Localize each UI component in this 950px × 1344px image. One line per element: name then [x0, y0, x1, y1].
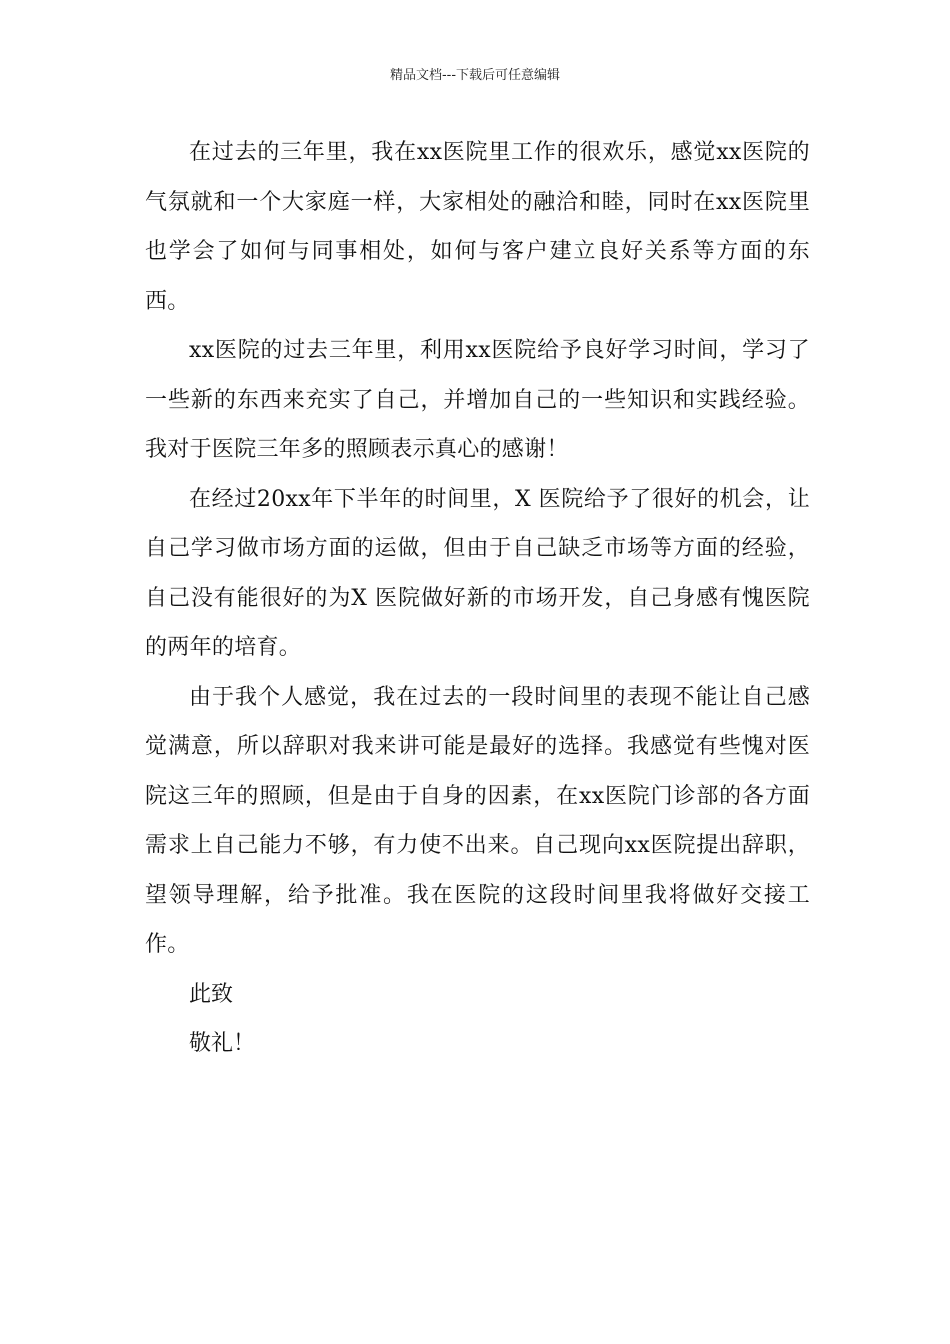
paragraph-2: xx医院的过去三年里，利用xx医院给予良好学习时间，学习了一些新的东西来充实了自己，并增加自己的一些知识和实践经验。我对于医院三年多的照顾表示真心的感谢！ [145, 338, 810, 462]
closing-salutation: 此致 [189, 981, 234, 1007]
paragraph-4: 由于我个人感觉，我在过去的一段时间里的表现不能让自己感觉满意，所以辞职对我来讲可能是最好的选择。我感觉有些愧对医院这三年的照顾，但是由于自身的因素，在xx医院门诊部的各方面需求上自己能力不够，有力使不出来。自己现向xx医院提出辞职，望领导理解，给予批准。我在医院的这段时间里我将做好交接工作。 [145, 684, 810, 957]
page-header: 精品文档---下载后可任意编辑 [389, 68, 561, 83]
paragraph-3: 在经过20xx年下半年的时间里，X 医院给予了很好的机会，让自己学习做市场方面的运做，但由于自己缺乏市场等方面的经验，自己没有能很好的为X 医院做好新的市场开发，自己身感有愧医院的两年的培育。 [145, 486, 810, 660]
letter-body [145, 128, 810, 1069]
paragraph-1: 在过去的三年里，我在xx医院里工作的很欢乐，感觉xx医院的气氛就和一个大家庭一样，大家相处的融洽和睦，同时在xx医院里也学会了如何与同事相处，如何与客户建立良好关系等方面的东西。 [145, 140, 810, 314]
closing-regards: 敬礼！ [189, 1031, 256, 1056]
